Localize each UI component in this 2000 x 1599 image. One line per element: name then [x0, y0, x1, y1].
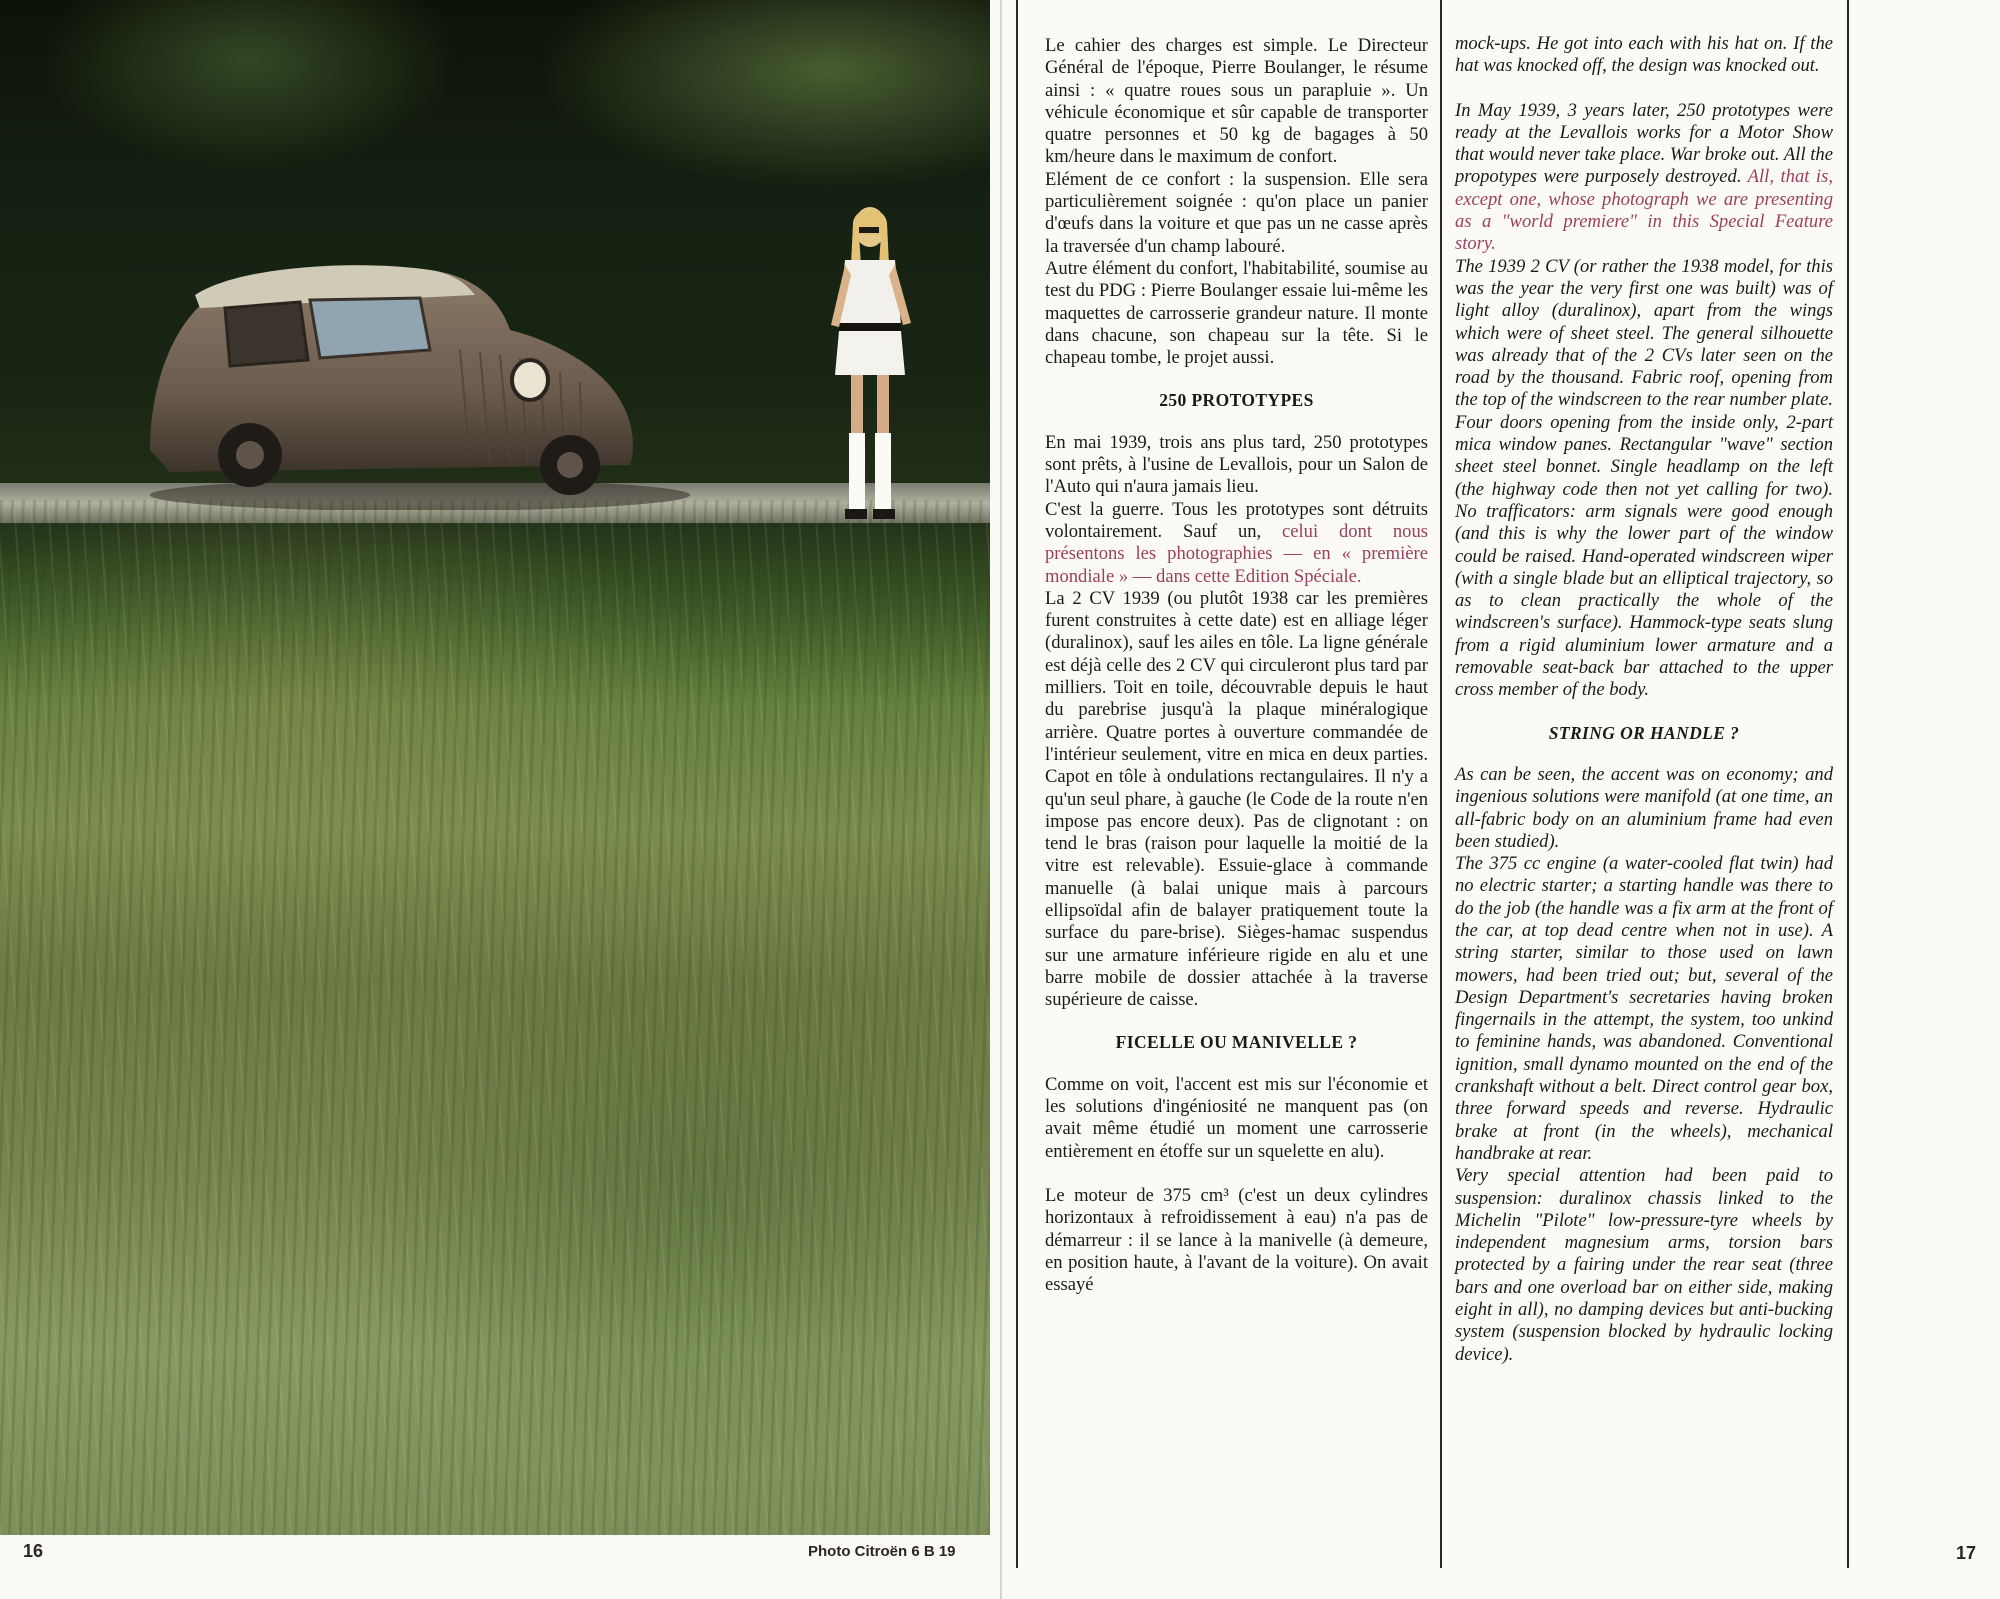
english-paragraph: Very special attention had been paid to suspension: duralinox chassis linked to the Michelin "Pilote" low-pressure-tyre wheels by independent magnesium arms, torsion bars protected by a fairing under the rear seat (three bars and one overload bar on either side, making eight in all), no damping devices but anti-bucking system (suspension blocked by hydraulic locking device).: [1455, 1165, 1833, 1365]
french-paragraph: Elément de ce confort : la suspension. Elle sera particulièrement soignée : qu'on place un panier d'œufs dans la voiture et que pas un ne casse après la traversée d'un champ labouré.: [1045, 168, 1428, 257]
english-paragraph: The 375 cc engine (a water-cooled flat twin) had no electric starter; a starting handle was there to do the job (the handle was a fix arm at the front of the car, at top dead centre when not in use). A string starter, similar to those used on lawn mowers, had been tried out; but, several of the Design Department's secretaries having broken fingernails in the attempt, the system, too unkind to feminine hands, was abandoned. Conventional ignition, small dynamo mounted on the end of the crankshaft without a belt. Direct control gear box, three forward speeds and reverse. Hydraulic brake at front (in the wheels), mechanical handbrake at rear.: [1455, 853, 1833, 1164]
photo-credit: Photo Citroën 6 B 19: [808, 1543, 956, 1560]
french-column: [1045, 35, 1428, 1296]
page-number-left: 16: [23, 1541, 44, 1561]
woman-figure-illustration: [795, 205, 925, 535]
french-paragraph: Comme on voit, l'accent est mis sur l'économie et les solutions d'ingéniosité ne manquent pas (on avait même étudié un moment une carrosserie entièrement en étoffe sur un squelette en alu).: [1045, 1073, 1428, 1162]
french-highlight: celui dont nous présentons les photographies — en « première mondiale » — dans cette Edition Spéciale.: [1045, 520, 1428, 587]
page-number-right: 17: [1956, 1543, 1977, 1563]
french-text: C'est la guerre. Tous les prototypes sont détruits volontairement. Sauf un,: [1045, 498, 1428, 542]
english-column: [1455, 33, 1833, 1366]
column-rule-middle: [1440, 0, 1442, 1568]
french-heading-ficelle: FICELLE OU MANIVELLE ?: [1115, 1032, 1358, 1053]
car-prototype-illustration: [130, 240, 690, 510]
french-paragraph: [1045, 499, 1428, 588]
french-paragraph: Le moteur de 375 cm³ (c'est un deux cylindres horizontaux à refroidissement à eau) n'a pas de démarreur : il se lance à la manivelle (à demeure, en position haute, à l'avant de la voiture). On avait essayé: [1045, 1184, 1428, 1296]
grass-foreground: [0, 500, 990, 1535]
english-paragraph: mock-ups. He got into each with his hat on. If the hat was knocked off, the design was knocked out.: [1455, 33, 1833, 77]
english-heading-string: STRING OR HANDLE ?: [1548, 722, 1740, 743]
french-heading-prototypes: 250 PROTOTYPES: [1159, 390, 1314, 411]
english-paragraph: [1455, 100, 1833, 256]
car-photo: [0, 0, 990, 1535]
french-paragraph: La 2 CV 1939 (ou plutôt 1938 car les premières furent construites à cette date) est en alliage léger (duralinox), sauf les ailes en tôle. La ligne générale est déjà celle des 2 CV qui circuleront plus tard par milliers. Toit en toile, découvrable depuis le haut du parebrise jusqu'à la plaque minéralogique arrière. Quatre portes à ouverture commandée de l'intérieur seulement, vitre en mica en deux parties. Capot en tôle à ondulations rectangulaires. Il n'y a qu'un seul phare, à gauche (le Code de la route n'en impose pas encore deux). Pas de clignotant : on tend le bras (raison pour laquelle la moitié de la vitre est relevable). Essuie-glace à commande manuelle (à balai unique mais à parcours ellipsoïdal afin de balayer pratiquement toute la surface du pare-brise). Sièges-hamac suspendus sur une armature inférieure rigide en alu et une barre mobile de dossier attachée à la traverse supérieure de caisse.: [1045, 587, 1428, 1011]
english-text: In May 1939, 3 years later, 250 prototypes were ready at the Levallois works for a Motor Show that would never take place. War broke out. All the propotypes were purposely destroyed.: [1455, 99, 1833, 188]
column-rule-left: [1016, 0, 1018, 1568]
english-paragraph: The 1939 2 CV (or rather the 1938 model, for this was the year the very first one was built) was of light alloy (duralinox), apart from the wings which were of sheet steel. The general silhouette was already that of the 2 CVs later seen on the road by the thousand. Fabric roof, opening from the top of the windscreen to the rear number plate. Four doors opening from the inside only, 2-part mica window panes. Rectangular "wave" section sheet steel bonnet. Single headlamp on the left (the highway code then not yet calling for two). No trafficators: arm signals were good enough (and this is why the lower part of the window could be raised. Hand-operated windscreen wiper (with a single blade but an elliptical trajectory, so as to clean practically the whole of the windscreen's surface). Hammock-type seats slung from a rigid aluminium lower armature and a removable seat-back bar attached to the upper cross member of the body.: [1455, 255, 1833, 701]
french-paragraph: En mai 1939, trois ans plus tard, 250 prototypes sont prêts, à l'usine de Levallois, pour un Salon de l'Auto qui n'aura jamais lieu.: [1045, 431, 1428, 498]
english-paragraph: As can be seen, the accent was on economy; and ingenious solutions were manifold (at one time, an all-fabric body on an aluminium frame had even been studied).: [1455, 763, 1833, 852]
english-highlight: All, that is, except one, whose photograph we are presenting as a "world premiere" in this Special Feature story.: [1455, 166, 1833, 255]
french-paragraph: Le cahier des charges est simple. Le Directeur Général de l'époque, Pierre Boulanger, le résume ainsi : « quatre roues sous un parapluie ». Un véhicule économique et sûr capable de transporter quatre personnes et 50 kg de bagages à 50 km/heure dans le maximum de confort.: [1045, 35, 1428, 168]
column-rule-right: [1847, 0, 1849, 1568]
french-paragraph: Autre élément du confort, l'habitabilité, soumise au test du PDG : Pierre Boulanger essaie lui-même les maquettes de carrosserie grandeur nature. Il monte dans chacune, son chapeau sur la tête. Si le chapeau tombe, le projet aussi.: [1045, 257, 1428, 369]
page-gutter: [1000, 0, 1002, 1599]
